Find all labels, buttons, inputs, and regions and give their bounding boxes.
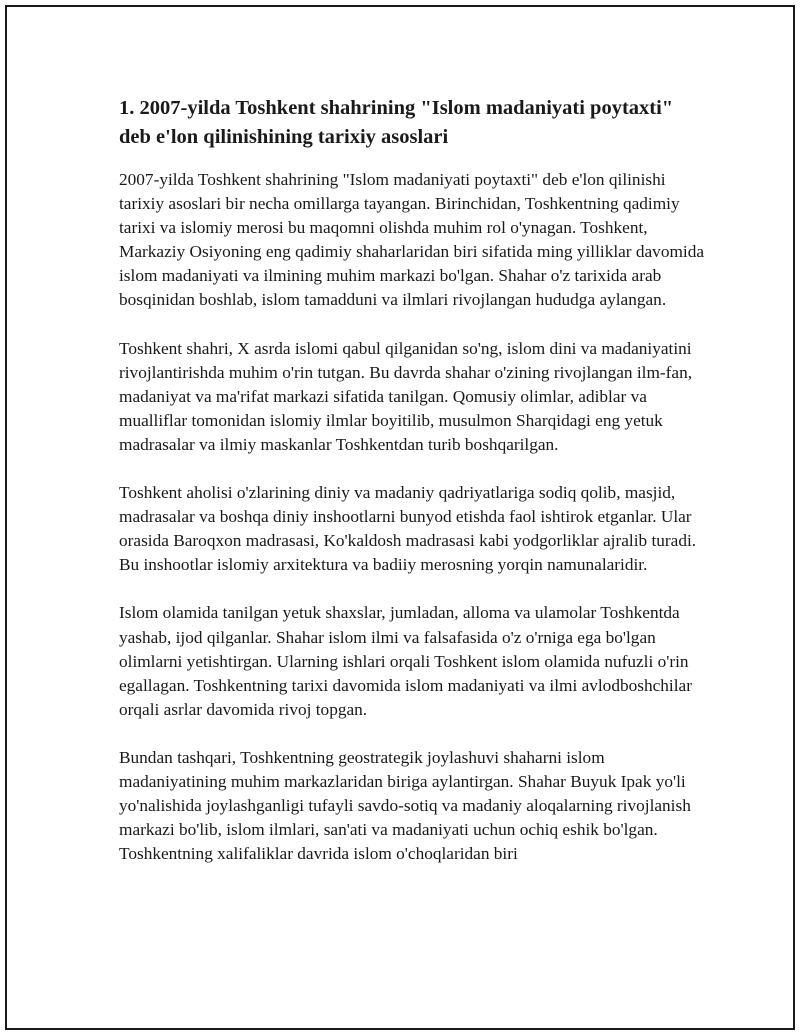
paragraph-2: Toshkent shahri, X asrda islomi qabul qilganidan so'ng, islom dini va madaniyatini rivojlantirishda muhim o'rin tutgan. Bu davrda shahar o'zining rivojlangan ilm-fan, madaniyat va ma'rifat markazi sifatida tanilgan. Qomusiy olimlar, adiblar va mualliflar tomonidan islomiy ilmlar boyitilib, musulmon Sharqidagi eng yetuk madrasalar va ilmiy maskanlar Toshkentdan turib boshqarilgan.: [119, 338, 693, 454]
section-heading: 1. 2007-yilda Toshkent shahrining "Islom madaniyati poytaxti" deb e'lon qilinishining tarixiy asoslari: [119, 97, 674, 148]
page-frame: [5, 5, 795, 1030]
paragraph-4: Islom olamida tanilgan yetuk shaxslar, jumladan, alloma va ulamolar Toshkentda yashab, ijod qilganlar. Shahar islom ilmi va falsafasida o'z o'rniga ega bo'lgan olimlarni yetishtirgan. Ularning ishlari orqali Toshkent islom olamida nufuzli o'rin egallagan. Toshkentning tarixi davomida islom madaniyati va ilmi avlodboshchilar orqali asrlar davomida rivoj topgan.: [119, 603, 692, 719]
paragraph-1: 2007-yilda Toshkent shahrining "Islom madaniyati poytaxti" deb e'lon qilinishi tarixiy asoslari bir necha omillarga tayangan. Birinchidan, Toshkentning qadimiy tarixi va islomiy merosi bu maqomni olishda muhim rol o'ynagan. Toshkent, Markaziy Osiyoning eng qadimiy shaharlaridan biri sifatida ming yilliklar davomida islom madaniyati va ilmining muhim markazi bo'lgan. Shahar o'z tarixida arab bosqinidan boshlab, islom tamadduni va ilmlari rivojlangan hududga aylangan.: [119, 170, 705, 310]
paragraph-3: Toshkent aholisi o'zlarining diniy va madaniy qadriyatlariga sodiq qolib, masjid, madrasalar va boshqa diniy inshootlarni bunyod etishda faol ishtirok etganlar. Ular orasida Baroqxon madrasasi, Ko'kaldosh madrasasi kabi yodgorliklar ajralib turadi. Bu inshootlar islomiy arxitektura va badiiy merosning yorqin namunalaridir.: [119, 483, 697, 575]
paragraph-5: Bundan tashqari, Toshkentning geostrategik joylashuvi shaharni islom madaniyatining muhim markazlaridan biriga aylantirgan. Shahar Buyuk Ipak yo'li yo'nalishida joylashganligi tufayli savdo-sotiq va madaniy aloqalarning rivojlanish markazi bo'lib, islom ilmlari, san'ati va madaniyati uchun ochiq eshik bo'lgan. Toshkentning xalifaliklar davrida islom o'choqlaridan biri: [119, 747, 691, 864]
document-body: [119, 94, 709, 890]
